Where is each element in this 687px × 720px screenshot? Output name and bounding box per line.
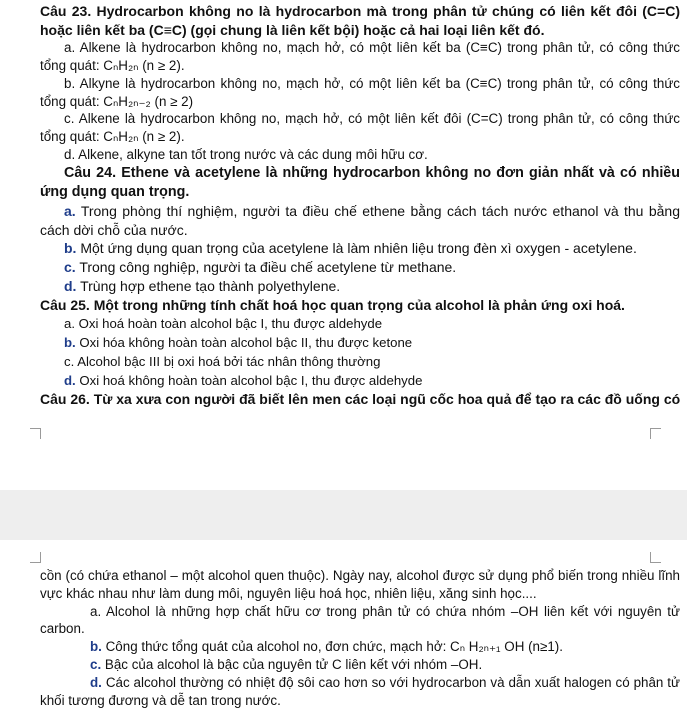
question-24-option-b: [40, 239, 680, 258]
question-25-option-d: [40, 371, 680, 390]
question-23-title: Câu 23. Hydrocarbon không no là hydrocarbon mà trong phân tử chúng có liên kết đôi (C=C) hoặc liên kết ba (C≡C) (gọi chung là liên kết bội) hoặc cả hai loại liên kết đó.: [40, 3, 680, 38]
option-text: Trùng hợp ethene tạo thành polyethylene.: [80, 277, 341, 294]
option-text: Các alcohol thường có nhiệt độ sôi cao hơn so với hydrocarbon và dẫn xuất halogen có phân tử khối tương đương và dễ tan trong nước.: [40, 674, 680, 708]
page-separator: [0, 490, 687, 540]
option-text: Oxi hóa không hoàn toàn alcohol bậc II, thu được ketone: [79, 335, 413, 351]
question-23-option-b: b. Alkyne là hydrocarbon không no, mạch hở, có một liên kết ba (C≡C) trong phân tử, có công thức tổng quát: CₙH₂ₙ₋₂ (n ≥ 2): [40, 75, 680, 109]
question-25-option-b: [40, 333, 680, 352]
page-bottom-content: [40, 567, 680, 709]
option-text: Một ứng dụng quan trọng của acetylene là làm nhiên liệu trong đèn xì oxygen - acetylene.: [80, 240, 637, 257]
page-top-content: [40, 2, 680, 409]
option-label: d.: [64, 277, 77, 294]
question-26-title-continued: cồn (có chứa ethanol – một alcohol quen thuộc). Ngày nay, alcohol được sử dụng phổ biến trong nhiều lĩnh vực khác nhau như làm dung môi, nguyên liệu hoá học, nhiên liệu, xăng sinh học....: [40, 568, 680, 601]
document-page-bottom: [0, 540, 687, 720]
crop-mark-top-right: [650, 428, 661, 439]
option-text: Bậc của alcohol là bậc của nguyên tử C liên kết với nhóm –OH.: [104, 656, 483, 672]
crop-mark-top-left: [30, 428, 41, 439]
question-23-option-d: d. Alkene, alkyne tan tốt trong nước và các dung môi hữu cơ.: [64, 146, 428, 162]
option-label: d.: [64, 373, 76, 389]
question-26-option-c: [40, 656, 680, 674]
option-text: Trong phòng thí nghiệm, người ta điều chế ethene bằng cách tách nước ethanol và thu bằng cách dời chỗ của nước.: [40, 202, 681, 238]
option-text: Công thức tổng quát của alcohol no, đơn chức, mạch hở: Cₙ H₂ₙ₊₁ OH (n≥1).: [105, 639, 563, 655]
question-24-title: Câu 24. Ethene và acetylene là những hydrocarbon không no đơn giản nhất và có nhiều ứng dụng quan trọng.: [40, 164, 680, 200]
question-26-option-b: [40, 638, 680, 656]
crop-mark-bottom-left: [30, 552, 41, 563]
option-label: c.: [90, 656, 102, 672]
option-text: Trong công nghiệp, người ta điều chế acetylene từ methane.: [79, 259, 457, 276]
question-24-option-d: [40, 277, 680, 296]
option-label: b.: [90, 639, 102, 655]
option-text: Oxi hoá không hoàn toàn alcohol bậc I, thu được aldehyde: [79, 373, 423, 389]
option-label: d.: [90, 674, 102, 690]
option-label: b.: [64, 335, 76, 351]
question-23-option-c: c. Alkene là hydrocarbon không no, mạch hở, có một liên kết đôi (C=C) trong phân tử, có công thức tổng quát: CₙH₂ₙ (n ≥ 2).: [40, 111, 680, 145]
option-label: a.: [64, 202, 76, 219]
question-25-option-c: c. Alcohol bậc III bị oxi hoá bởi tác nhân thông thường: [64, 354, 381, 370]
question-26-option-a: a. Alcohol là những hợp chất hữu cơ trong phân tử có chứa nhóm –OH liên kết với nguyên tử carbon.: [40, 603, 680, 637]
crop-mark-bottom-right: [650, 552, 661, 563]
question-25-title: Câu 25. Một trong những tính chất hoá học quan trọng của alcohol là phản ứng oxi hoá.: [40, 296, 625, 313]
option-label: c.: [64, 259, 76, 276]
question-24-option-c: [40, 258, 680, 277]
question-26-option-d: [40, 674, 680, 710]
question-25-option-a: a. Oxi hoá hoàn toàn alcohol bậc I, thu được aldehyde: [64, 316, 383, 332]
question-26-title-start: Câu 26. Từ xa xưa con người đã biết lên men các loại ngũ cốc hoa quả để tạo ra các đồ uống có: [40, 391, 681, 408]
question-23-option-a: a. Alkene là hydrocarbon không no, mạch hở, có một liên kết ba (C≡C) trong phân tử, có công thức tổng quát: CₙH₂ₙ (n ≥ 2).: [40, 40, 680, 73]
option-label: b.: [64, 240, 77, 257]
question-24-option-a: [40, 202, 680, 240]
